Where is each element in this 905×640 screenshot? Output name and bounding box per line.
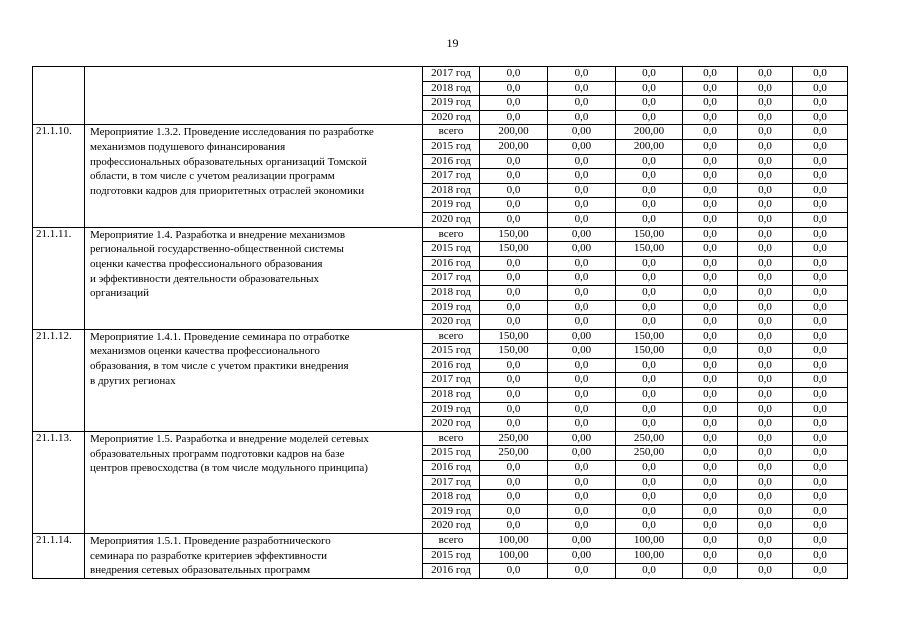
- value-cell: 0,0: [616, 504, 683, 519]
- budget-table: [32, 66, 848, 579]
- period-cell: 2017 год: [423, 475, 480, 490]
- value-cell: 0,0: [683, 388, 738, 403]
- value-cell: 0,0: [683, 67, 738, 82]
- period-cell: 2016 год: [423, 358, 480, 373]
- description-line: профессиональных образовательных организаций Томской: [90, 155, 367, 168]
- table-row: [33, 431, 848, 446]
- value-cell: 0,0: [683, 125, 738, 140]
- value-cell: 0,0: [738, 67, 793, 82]
- value-cell: 0,0: [548, 169, 616, 184]
- value-cell: 0,0: [683, 358, 738, 373]
- value-cell: 0,0: [616, 67, 683, 82]
- description-line: подготовки кадров для приоритетных отраслей экономики: [90, 185, 365, 197]
- period-cell: 2020 год: [423, 212, 480, 227]
- value-cell: 0,0: [793, 271, 848, 286]
- table-row: [33, 227, 848, 242]
- value-cell: 0,0: [793, 534, 848, 549]
- value-cell: 0,0: [738, 96, 793, 111]
- description-line: Мероприятия 1.5.1. Проведение разработнического: [90, 535, 331, 547]
- value-cell: 0,0: [616, 110, 683, 125]
- value-cell: 0,0: [616, 490, 683, 505]
- period-cell: 2016 год: [423, 563, 480, 578]
- value-cell: 0,0: [548, 315, 616, 330]
- value-cell: 0,0: [738, 519, 793, 534]
- value-cell: 0,0: [548, 256, 616, 271]
- value-cell: 150,00: [480, 344, 548, 359]
- value-cell: 0,0: [793, 212, 848, 227]
- value-cell: 0,0: [683, 344, 738, 359]
- value-cell: 0,0: [683, 315, 738, 330]
- value-cell: 0,0: [616, 388, 683, 403]
- description-line: Мероприятие 1.5. Разработка и внедрение моделей сетевых: [90, 432, 369, 445]
- value-cell: 0,0: [548, 67, 616, 82]
- value-cell: 0,00: [548, 329, 616, 344]
- measure-code: 21.1.13.: [33, 431, 85, 533]
- value-cell: 0,0: [548, 504, 616, 519]
- value-cell: 0,00: [548, 446, 616, 461]
- value-cell: 0,0: [616, 96, 683, 111]
- value-cell: 0,0: [480, 519, 548, 534]
- value-cell: 0,0: [683, 285, 738, 300]
- period-cell: 2019 год: [423, 198, 480, 213]
- value-cell: 0,0: [793, 373, 848, 388]
- period-cell: 2017 год: [423, 271, 480, 286]
- value-cell: 0,0: [683, 446, 738, 461]
- period-cell: всего: [423, 534, 480, 549]
- value-cell: 0,00: [548, 227, 616, 242]
- measure-code: 21.1.14.: [33, 534, 85, 579]
- value-cell: 0,0: [738, 315, 793, 330]
- value-cell: 0,00: [548, 344, 616, 359]
- value-cell: 0,0: [738, 490, 793, 505]
- value-cell: 0,0: [480, 154, 548, 169]
- description-line: внедрения сетевых образовательных программ: [90, 564, 311, 577]
- value-cell: 0,0: [548, 96, 616, 111]
- table-row: [33, 534, 848, 549]
- description-line: области, в том числе с учетом реализации программ: [90, 170, 335, 183]
- value-cell: 0,0: [793, 169, 848, 184]
- value-cell: 150,00: [616, 344, 683, 359]
- value-cell: 0,0: [738, 169, 793, 184]
- value-cell: 0,0: [616, 373, 683, 388]
- value-cell: 0,0: [738, 446, 793, 461]
- measure-code: 21.1.11.: [33, 227, 85, 329]
- value-cell: 0,0: [548, 373, 616, 388]
- value-cell: 0,0: [480, 475, 548, 490]
- value-cell: 0,0: [480, 96, 548, 111]
- value-cell: 0,0: [793, 388, 848, 403]
- value-cell: 0,0: [683, 183, 738, 198]
- value-cell: 0,0: [616, 198, 683, 213]
- value-cell: 0,0: [793, 125, 848, 140]
- value-cell: 0,0: [793, 300, 848, 315]
- value-cell: 0,0: [480, 402, 548, 417]
- value-cell: 0,0: [793, 344, 848, 359]
- value-cell: 0,0: [738, 548, 793, 563]
- value-cell: 0,0: [548, 183, 616, 198]
- period-cell: 2017 год: [423, 169, 480, 184]
- period-cell: 2018 год: [423, 285, 480, 300]
- value-cell: 0,0: [683, 169, 738, 184]
- value-cell: 0,0: [683, 256, 738, 271]
- value-cell: 0,0: [616, 271, 683, 286]
- description-line: семинара по разработке критериев эффективности: [90, 549, 328, 562]
- measure-description: [85, 329, 423, 431]
- value-cell: 0,0: [683, 227, 738, 242]
- value-cell: 0,0: [616, 315, 683, 330]
- value-cell: 0,0: [683, 96, 738, 111]
- value-cell: 150,00: [616, 329, 683, 344]
- description-line: в других регионах: [90, 374, 176, 387]
- value-cell: 250,00: [616, 446, 683, 461]
- value-cell: 0,0: [738, 358, 793, 373]
- value-cell: 0,0: [793, 154, 848, 169]
- value-cell: 150,00: [480, 227, 548, 242]
- period-cell: 2017 год: [423, 67, 480, 82]
- value-cell: 0,0: [793, 519, 848, 534]
- period-cell: 2016 год: [423, 154, 480, 169]
- value-cell: 0,0: [683, 490, 738, 505]
- period-cell: 2017 год: [423, 373, 480, 388]
- description-line: Мероприятие 1.4. Разработка и внедрение механизмов: [90, 228, 346, 241]
- value-cell: 0,0: [793, 402, 848, 417]
- value-cell: 150,00: [616, 242, 683, 257]
- value-cell: 0,0: [793, 198, 848, 213]
- value-cell: 0,0: [793, 461, 848, 476]
- value-cell: 0,0: [738, 242, 793, 257]
- value-cell: 0,0: [480, 504, 548, 519]
- value-cell: 0,0: [683, 519, 738, 534]
- value-cell: 0,0: [480, 285, 548, 300]
- period-cell: 2018 год: [423, 388, 480, 403]
- value-cell: 0,0: [616, 169, 683, 184]
- description-line: образовательных программ подготовки кадров на базе: [90, 447, 345, 460]
- description-line: региональной государственно-общественной системы: [90, 243, 344, 256]
- value-cell: 100,00: [480, 534, 548, 549]
- period-cell: 2016 год: [423, 256, 480, 271]
- period-cell: 2015 год: [423, 242, 480, 257]
- value-cell: 0,0: [683, 81, 738, 96]
- table-row: [33, 125, 848, 140]
- value-cell: 0,0: [616, 285, 683, 300]
- value-cell: 0,0: [683, 548, 738, 563]
- value-cell: 0,0: [793, 81, 848, 96]
- value-cell: 0,0: [683, 402, 738, 417]
- value-cell: 250,00: [480, 446, 548, 461]
- value-cell: 100,00: [616, 548, 683, 563]
- value-cell: 0,00: [548, 242, 616, 257]
- value-cell: 0,0: [480, 388, 548, 403]
- description-line: центров превосходства (в том числе модульного принципа): [90, 462, 368, 475]
- value-cell: 0,0: [793, 329, 848, 344]
- value-cell: 0,0: [548, 285, 616, 300]
- value-cell: 0,0: [683, 431, 738, 446]
- value-cell: 200,00: [480, 139, 548, 154]
- value-cell: 0,0: [793, 504, 848, 519]
- value-cell: 0,0: [738, 300, 793, 315]
- period-cell: 2015 год: [423, 344, 480, 359]
- value-cell: 0,0: [548, 271, 616, 286]
- value-cell: 0,0: [616, 461, 683, 476]
- value-cell: 0,0: [548, 519, 616, 534]
- value-cell: 0,0: [738, 402, 793, 417]
- value-cell: 0,0: [683, 417, 738, 432]
- description-line: Мероприятие 1.3.2. Проведение исследования по разработке: [90, 126, 374, 139]
- value-cell: 0,0: [738, 271, 793, 286]
- value-cell: 0,0: [616, 402, 683, 417]
- value-cell: 150,00: [480, 329, 548, 344]
- period-cell: 2018 год: [423, 490, 480, 505]
- value-cell: 0,0: [616, 183, 683, 198]
- value-cell: 0,0: [738, 504, 793, 519]
- value-cell: 0,0: [738, 285, 793, 300]
- period-cell: 2018 год: [423, 183, 480, 198]
- value-cell: 0,0: [480, 417, 548, 432]
- period-cell: 2020 год: [423, 519, 480, 534]
- value-cell: 0,0: [480, 183, 548, 198]
- value-cell: 0,0: [738, 431, 793, 446]
- value-cell: 0,0: [480, 212, 548, 227]
- value-cell: 0,0: [738, 125, 793, 140]
- value-cell: 100,00: [616, 534, 683, 549]
- value-cell: 0,0: [616, 154, 683, 169]
- value-cell: 0,0: [683, 110, 738, 125]
- value-cell: 0,0: [683, 461, 738, 476]
- value-cell: 0,0: [548, 461, 616, 476]
- value-cell: 0,0: [738, 198, 793, 213]
- value-cell: 0,0: [793, 256, 848, 271]
- value-cell: 0,00: [548, 534, 616, 549]
- value-cell: 0,0: [738, 329, 793, 344]
- value-cell: 0,0: [793, 358, 848, 373]
- value-cell: 0,0: [683, 139, 738, 154]
- period-cell: всего: [423, 431, 480, 446]
- value-cell: 0,0: [548, 81, 616, 96]
- value-cell: 0,0: [480, 490, 548, 505]
- value-cell: 0,0: [683, 373, 738, 388]
- measure-code: 21.1.10.: [33, 125, 85, 227]
- value-cell: 150,00: [616, 227, 683, 242]
- value-cell: 200,00: [480, 125, 548, 140]
- measure-description: [85, 534, 423, 579]
- value-cell: 0,0: [616, 563, 683, 578]
- value-cell: 0,0: [738, 139, 793, 154]
- value-cell: 0,00: [548, 139, 616, 154]
- value-cell: 0,0: [616, 256, 683, 271]
- value-cell: 0,0: [793, 285, 848, 300]
- value-cell: 0,0: [683, 154, 738, 169]
- value-cell: 0,0: [738, 256, 793, 271]
- value-cell: 0,0: [738, 212, 793, 227]
- value-cell: 0,00: [548, 125, 616, 140]
- measure-description: [85, 431, 423, 533]
- value-cell: 0,0: [548, 475, 616, 490]
- value-cell: 0,0: [480, 461, 548, 476]
- value-cell: 0,0: [738, 344, 793, 359]
- value-cell: 0,0: [616, 300, 683, 315]
- value-cell: 0,0: [480, 563, 548, 578]
- value-cell: 0,0: [480, 315, 548, 330]
- value-cell: 0,0: [480, 271, 548, 286]
- description-line: образования, в том числе с учетом практики внедрения: [90, 360, 349, 372]
- value-cell: 0,0: [738, 563, 793, 578]
- value-cell: 0,0: [793, 67, 848, 82]
- value-cell: 0,0: [616, 519, 683, 534]
- value-cell: 0,0: [480, 110, 548, 125]
- measure-description: [85, 227, 423, 329]
- measure-code: [33, 67, 85, 125]
- value-cell: 0,0: [683, 242, 738, 257]
- value-cell: 0,0: [738, 110, 793, 125]
- period-cell: 2019 год: [423, 96, 480, 111]
- value-cell: 0,0: [738, 227, 793, 242]
- period-cell: 2015 год: [423, 548, 480, 563]
- period-cell: 2019 год: [423, 402, 480, 417]
- period-cell: 2015 год: [423, 139, 480, 154]
- value-cell: 0,0: [480, 256, 548, 271]
- description-line: механизмов подушевого финансирования: [90, 141, 286, 154]
- table-row: [33, 329, 848, 344]
- value-cell: 0,0: [616, 475, 683, 490]
- value-cell: 0,0: [738, 154, 793, 169]
- value-cell: 0,0: [793, 96, 848, 111]
- value-cell: 250,00: [616, 431, 683, 446]
- value-cell: 0,0: [683, 534, 738, 549]
- value-cell: 0,0: [738, 534, 793, 549]
- value-cell: 0,0: [616, 358, 683, 373]
- value-cell: 0,0: [793, 563, 848, 578]
- value-cell: 0,0: [793, 183, 848, 198]
- value-cell: 0,0: [548, 388, 616, 403]
- period-cell: всего: [423, 329, 480, 344]
- description-line: организаций: [90, 287, 150, 300]
- value-cell: 0,0: [738, 183, 793, 198]
- value-cell: 0,0: [548, 402, 616, 417]
- measure-description: [85, 67, 423, 125]
- value-cell: 0,0: [793, 417, 848, 432]
- value-cell: 0,0: [616, 81, 683, 96]
- value-cell: 0,0: [793, 242, 848, 257]
- measure-description: [85, 125, 423, 227]
- value-cell: 0,00: [548, 431, 616, 446]
- value-cell: 0,0: [738, 388, 793, 403]
- value-cell: 0,0: [683, 329, 738, 344]
- period-cell: 2015 год: [423, 446, 480, 461]
- value-cell: 0,0: [683, 563, 738, 578]
- value-cell: 0,0: [480, 358, 548, 373]
- description-line: оценки качества профессионального образования: [90, 257, 323, 270]
- table-row: [33, 67, 848, 82]
- value-cell: 0,0: [793, 475, 848, 490]
- value-cell: 0,0: [793, 431, 848, 446]
- value-cell: 0,0: [738, 475, 793, 490]
- page-number: 19: [446, 36, 459, 50]
- value-cell: 0,0: [480, 67, 548, 82]
- value-cell: 0,0: [480, 198, 548, 213]
- period-cell: 2020 год: [423, 315, 480, 330]
- value-cell: 0,0: [738, 461, 793, 476]
- description-line: Мероприятие 1.4.1. Проведение семинара по отработке: [90, 330, 350, 343]
- value-cell: 150,00: [480, 242, 548, 257]
- period-cell: 2020 год: [423, 417, 480, 432]
- value-cell: 0,0: [548, 563, 616, 578]
- value-cell: 0,0: [548, 198, 616, 213]
- value-cell: 0,0: [548, 110, 616, 125]
- value-cell: 0,0: [548, 212, 616, 227]
- period-cell: 2020 год: [423, 110, 480, 125]
- value-cell: 0,0: [738, 417, 793, 432]
- value-cell: 0,0: [793, 446, 848, 461]
- value-cell: 0,0: [793, 110, 848, 125]
- value-cell: 0,0: [683, 300, 738, 315]
- measure-code: 21.1.12.: [33, 329, 85, 431]
- value-cell: 0,0: [793, 139, 848, 154]
- value-cell: 100,00: [480, 548, 548, 563]
- value-cell: 0,0: [548, 154, 616, 169]
- value-cell: 0,0: [683, 198, 738, 213]
- value-cell: 0,0: [793, 490, 848, 505]
- period-cell: 2019 год: [423, 300, 480, 315]
- description-line: и эффективности деятельности образовательных: [90, 272, 320, 285]
- value-cell: 0,0: [548, 358, 616, 373]
- value-cell: 0,0: [793, 227, 848, 242]
- period-cell: 2019 год: [423, 504, 480, 519]
- value-cell: 0,0: [548, 490, 616, 505]
- value-cell: 0,0: [738, 373, 793, 388]
- period-cell: всего: [423, 125, 480, 140]
- period-cell: всего: [423, 227, 480, 242]
- period-cell: 2016 год: [423, 461, 480, 476]
- value-cell: 0,0: [683, 212, 738, 227]
- value-cell: 0,00: [548, 548, 616, 563]
- value-cell: 250,00: [480, 431, 548, 446]
- value-cell: 0,0: [480, 169, 548, 184]
- value-cell: 0,0: [683, 271, 738, 286]
- value-cell: 0,0: [480, 373, 548, 388]
- description-line: механизмов оценки качества профессионального: [90, 345, 320, 358]
- value-cell: 0,0: [480, 300, 548, 315]
- value-cell: 0,0: [738, 81, 793, 96]
- value-cell: 0,0: [683, 475, 738, 490]
- value-cell: 0,0: [793, 315, 848, 330]
- period-cell: 2018 год: [423, 81, 480, 96]
- value-cell: 0,0: [616, 417, 683, 432]
- value-cell: 0,0: [793, 548, 848, 563]
- value-cell: 0,0: [548, 417, 616, 432]
- value-cell: 0,0: [548, 300, 616, 315]
- value-cell: 0,0: [616, 212, 683, 227]
- value-cell: 200,00: [616, 139, 683, 154]
- value-cell: 0,0: [683, 504, 738, 519]
- value-cell: 0,0: [480, 81, 548, 96]
- value-cell: 200,00: [616, 125, 683, 140]
